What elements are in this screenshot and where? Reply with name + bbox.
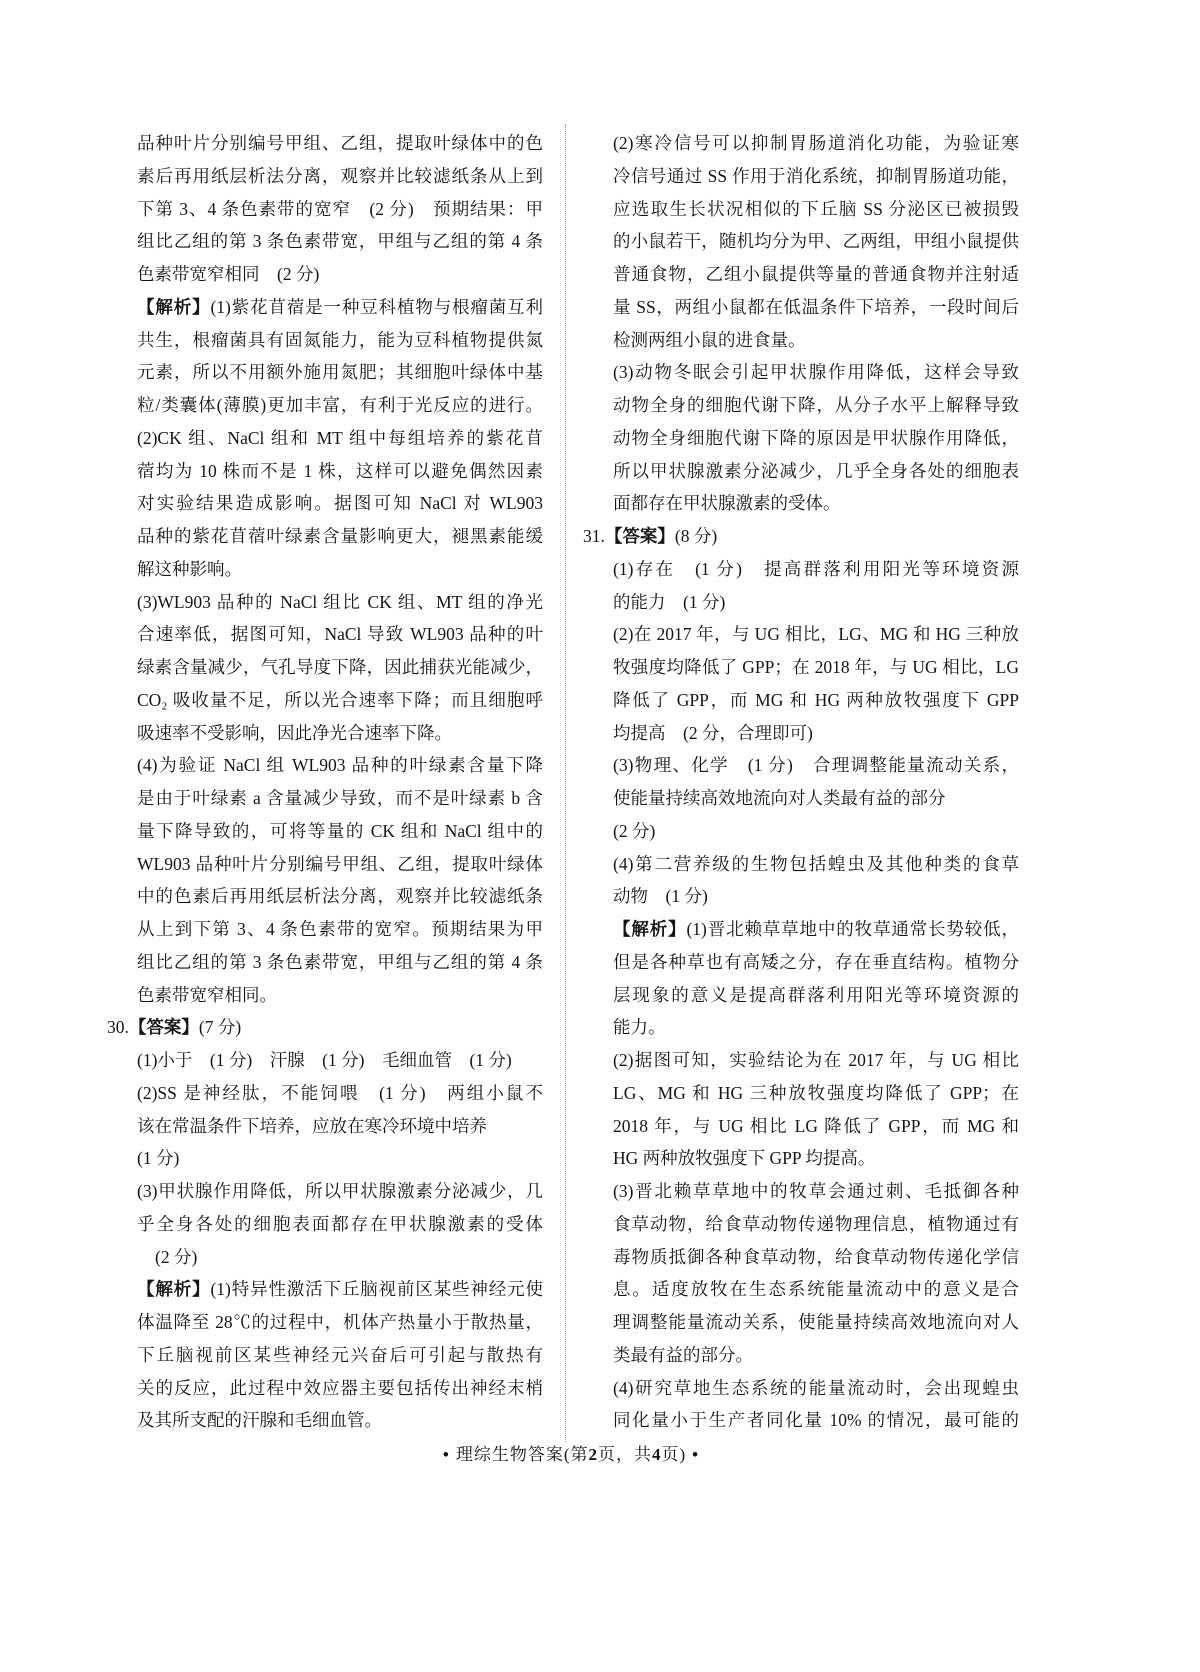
- text-line: (4)第二营养级的生物包括蝗虫及其他种类的食草: [613, 853, 1019, 874]
- text-line: 检测两组小鼠的进食量。: [613, 329, 806, 350]
- question-number: 31.: [583, 526, 605, 546]
- text-line: 量 SS，两组小鼠都在低温条件下培养，一段时间后: [613, 296, 1019, 317]
- text-line: (2 分): [613, 820, 656, 841]
- total-pages: 4: [652, 1445, 662, 1464]
- text-line: 对实验结果造成影响。据图可知 NaCl 对 WL903: [137, 493, 543, 514]
- text-line: 乎全身各处的细胞表面都存在甲状腺激素的受体: [137, 1213, 543, 1234]
- text-line: 层现象的意义是提高群落利用阳光等环境资源的: [613, 984, 1019, 1005]
- text-line: (3)甲状腺作用降低，所以甲状腺激素分泌减少，几: [137, 1181, 543, 1201]
- text-line: (1)小于 (1 分) 汗腺 (1 分) 毛细血管 (1 分): [137, 1050, 512, 1070]
- text-line: (3)物理、化学 (1 分) 合理调整能量流动关系，: [613, 755, 1019, 776]
- analysis-label: 【解析】: [613, 919, 687, 939]
- text-line: 普通食物，乙组小鼠提供等量的普通食物并注射适: [613, 264, 1019, 284]
- text-line: 牧强度均降低了 GPP；在 2018 年，与 UG 相比，LG: [613, 657, 1019, 677]
- text-line: 的小鼠若干，随机均分为甲、乙两组，甲组小鼠提供: [613, 231, 1019, 252]
- text-line: 同化量小于生产者同化量 10% 的情况，最可能的: [613, 1410, 1019, 1431]
- text-line: CO₂ 吸收量不足，所以光合速率下降；而且细胞呼: [137, 689, 543, 710]
- text-line: 中的色素后再用纸层析法分离，观察并比较滤纸条: [137, 886, 543, 907]
- text-line: 食草动物，给食草动物传递物理信息，植物通过有: [613, 1213, 1019, 1234]
- column-divider: [565, 124, 566, 1442]
- text-line: WL903 品种叶片分别编号甲组、乙组，提取叶绿体: [137, 853, 543, 874]
- text-line: (2)在 2017 年，与 UG 相比，LG、MG 和 HG 三种放: [613, 624, 1019, 645]
- text-line: 吸速率不受影响，因此净光合速率下降。: [137, 722, 452, 743]
- analysis-label: 【解析】: [137, 296, 211, 317]
- text-line: 元素，所以不用额外施用氮肥；其细胞叶绿体中基: [137, 362, 543, 383]
- question-score: (8 分): [674, 526, 718, 546]
- text-line: (2)寒冷信号可以抑制胃肠道消化功能，为验证寒: [613, 133, 1019, 153]
- question-number: 30.: [107, 1017, 129, 1038]
- page-footer: [371, 1442, 771, 1468]
- question-score: (7 分): [198, 1017, 242, 1038]
- footer-middle: 页，共: [598, 1445, 652, 1464]
- right-column: [583, 127, 1020, 1437]
- answer-label: 【答案】: [604, 526, 675, 546]
- text-line: 品种的紫花苜蓿叶绿素含量影响更大，褪黑素能缓: [137, 526, 543, 546]
- footer-title: 理综生物答案(第: [455, 1445, 589, 1464]
- text-line: 息。适度放牧在生态系统能量流动中的意义是合: [613, 1279, 1019, 1300]
- text-line: (3)WL903 品种的 NaCl 组比 CK 组、MT 组的净光: [137, 591, 543, 612]
- text-line: 组比乙组的第 3 条色素带宽，甲组与乙组的第 4 条: [137, 231, 543, 252]
- text-line: LG、MG 和 HG 三种放牧强度均降低了 GPP；在: [613, 1082, 1019, 1103]
- text-line: 共生，根瘤菌具有固氮能力，能为豆科植物提供氮: [137, 329, 543, 350]
- text-line: 2018 年，与 UG 相比 LG 降低了 GPP，而 MG 和: [613, 1115, 1019, 1136]
- text-line: 但是各种草也有高矮之分，存在垂直结构。植物分: [613, 951, 1019, 972]
- question-header: [107, 1011, 543, 1044]
- analysis-first-line: [613, 913, 1019, 946]
- text-line: 品种叶片分别编号甲组、乙组，提取叶绿体中的色: [137, 133, 543, 153]
- footer-bullet: •: [442, 1445, 450, 1464]
- text-line: (2)CK 组、NaCl 组和 MT 组中每组培养的紫花苜: [137, 427, 543, 448]
- text-line: (3)晋北赖草草地中的牧草会通过刺、毛抵御各种: [613, 1181, 1019, 1201]
- text-line: (4)为验证 NaCl 组 WL903 品种的叶绿素含量下降: [137, 755, 543, 776]
- text-line: (2 分): [155, 1246, 198, 1267]
- text-line: 蓿均为 10 株而不是 1 株，这样可以避免偶然因素: [137, 460, 543, 481]
- text-line: HG 两种放牧强度下 GPP 均提高。: [613, 1148, 876, 1169]
- text-line: 所以甲状腺激素分泌减少，几乎全身各处的细胞表: [613, 460, 1019, 481]
- text-line: 降低了 GPP，而 MG 和 HG 两种放牧强度下 GPP: [613, 689, 1019, 710]
- text-line: 下丘脑视前区某些神经元兴奋后可引起与散热有: [137, 1344, 543, 1365]
- left-column: [107, 127, 544, 1437]
- text-line: 均提高 (2 分，合理即可): [613, 722, 813, 743]
- text-line: 该在常温条件下培养，应放在寒冷环境中培养: [137, 1115, 487, 1136]
- text-line: 是由于叶绿素 a 含量减少导致，而不是叶绿素 b 含: [137, 788, 543, 808]
- text-line: (2)SS 是神经肽，不能饲喂 (1 分) 两组小鼠不: [137, 1082, 543, 1103]
- text-line: 解这种影响。: [137, 558, 242, 579]
- text-line: 体温降至 28℃的过程中，机体产热量小于散热量，: [137, 1312, 543, 1332]
- analysis-first-line: [137, 291, 543, 324]
- text-line: 动物全身细胞代谢下降的原因是甲状腺作用降低，: [613, 427, 1019, 448]
- text-line: (1 分): [137, 1148, 180, 1169]
- text-line: 量下降导致的，可将等量的 CK 组和 NaCl 组中的: [137, 820, 543, 841]
- text-line: 色素带宽窄相同 (2 分): [137, 264, 320, 284]
- text-line: 及其所支配的汗腺和毛细血管。: [137, 1410, 382, 1431]
- text-line: 素后再用纸层析法分离，观察并比较滤纸条从上到: [137, 165, 543, 186]
- answer-label: 【答案】: [128, 1017, 199, 1038]
- text-line: 应选取生长状况相似的下丘脑 SS 分泌区已被损毁: [613, 198, 1019, 219]
- text-line: 绿素含量减少，气孔导度下降，因此捕获光能减少，: [137, 657, 543, 677]
- analysis-label: 【解析】: [137, 1279, 211, 1300]
- analysis-text: (1)特异性激活下丘脑视前区某些神经元使: [210, 1279, 544, 1300]
- text-line: 动物全身的细胞代谢下降，从分子水平上解释导致: [613, 395, 1019, 415]
- text-line: 动物 (1 分): [613, 886, 708, 907]
- page-number: 2: [588, 1445, 598, 1464]
- footer-end: 页): [661, 1445, 687, 1464]
- text-line: (2)据图可知，实验结论为在 2017 年，与 UG 相比: [613, 1050, 1019, 1070]
- text-line: 的能力 (1 分): [613, 591, 726, 612]
- footer-bullet: •: [692, 1445, 700, 1464]
- text-line: 组比乙组的第 3 条色素带宽，甲组与乙组的第 4 条: [137, 951, 543, 972]
- text-line: 使能量持续高效地流向对人类最有益的部分: [613, 788, 946, 808]
- text-line: 能力。: [613, 1017, 666, 1038]
- text-line: 粒/类囊体(薄膜)更加丰富，有利于光反应的进行。: [137, 395, 543, 415]
- text-line: (3)动物冬眠会引起甲状腺作用降低，这样会导致: [613, 362, 1019, 383]
- text-line: 理调整能量流动关系，使能量持续高效地流向对人: [613, 1312, 1019, 1332]
- text-line: 冷信号通过 SS 作用于消化系统，抑制胃肠道功能，: [613, 165, 1019, 186]
- question-header: [583, 520, 1019, 553]
- text-line: 从上到下第 3、4 条色素带的宽窄。预期结果为甲: [137, 919, 543, 939]
- analysis-text: (1)紫花苜蓿是一种豆科植物与根瘤菌互利: [210, 296, 544, 317]
- text-line: (1)存在 (1 分) 提高群落利用阳光等环境资源: [613, 558, 1019, 579]
- text-line: 下第 3、4 条色素带的宽窄 (2 分) 预期结果：甲: [137, 198, 543, 219]
- analysis-first-line: [137, 1273, 543, 1306]
- text-line: 关的反应，此过程中效应器主要包括传出神经末梢: [137, 1377, 543, 1398]
- analysis-text: (1)晋北赖草草地中的牧草通常长势较低，: [686, 919, 1020, 939]
- text-line: 类最有益的部分。: [613, 1344, 753, 1365]
- text-line: 面都存在甲状腺激素的受体。: [613, 493, 841, 514]
- text-line: 色素带宽窄相同。: [137, 984, 277, 1005]
- text-line: (4)研究草地生态系统的能量流动时，会出现蝗虫: [613, 1377, 1019, 1398]
- text-line: 毒物质抵御各种食草动物，给食草动物传递化学信: [613, 1246, 1019, 1267]
- text-line: 合速率低，据图可知，NaCl 导致 WL903 品种的叶: [137, 624, 543, 645]
